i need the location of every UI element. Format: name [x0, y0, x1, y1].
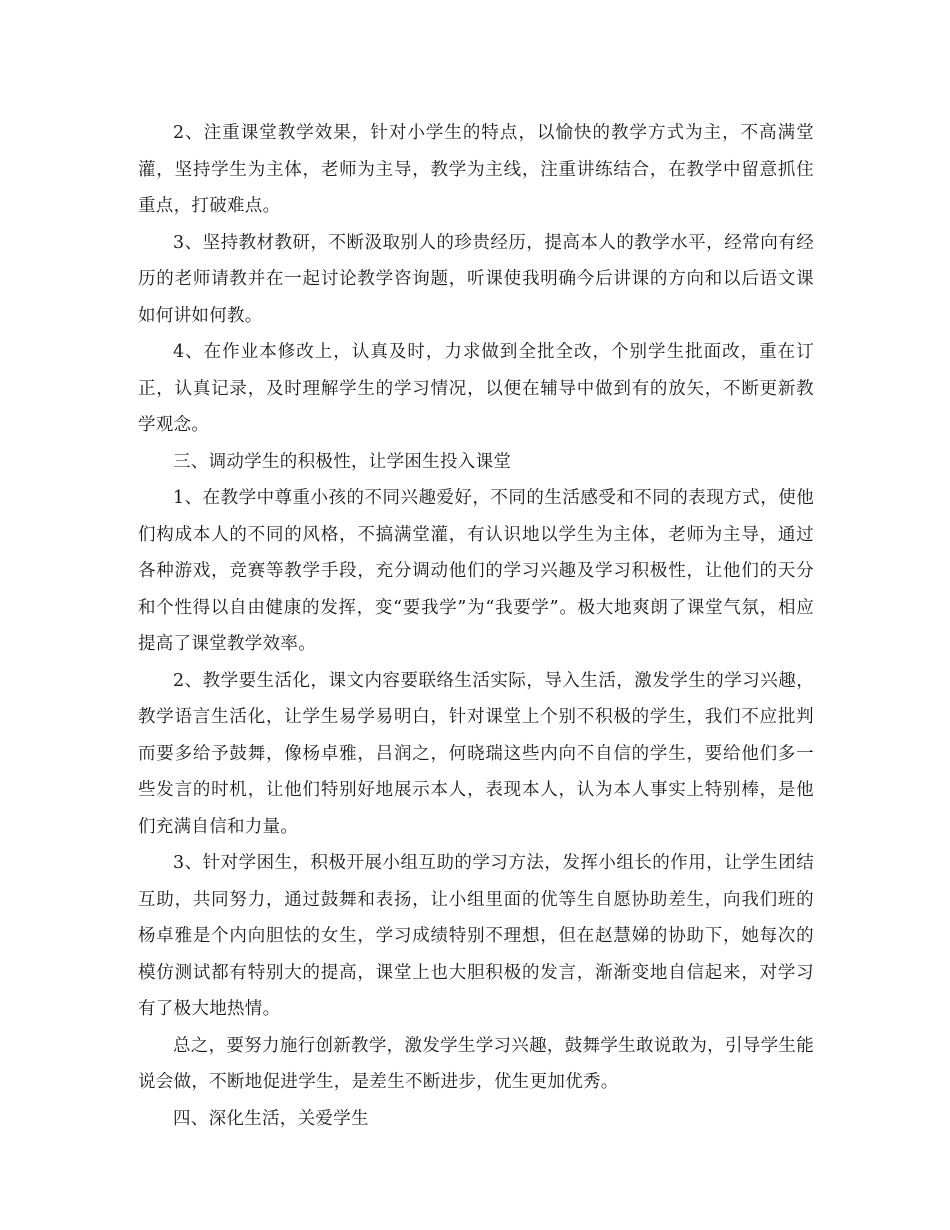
- paragraph-summary: 总之，要努力施行创新教学，激发学生学习兴趣，鼓舞学生敢说敢为，引导学生能说会做，不断地促进学生，是差生不断进步，优生更加优秀。: [138, 1035, 814, 1092]
- paragraph-point-3-textbook-research: 3、坚持教材教研，不断汲取别人的珍贵经历，提高本人的教学水平，经常向有经历的老师请教并在一起讨论教学咨询题，听课使我明确今后讲课的方向和以后语文课如何讲如何教。: [138, 232, 814, 326]
- paragraph-point-3-group-help: 3、针对学困生，积极开展小组互助的学习方法，发挥小组长的作用，让学生团结互助，共同努力，通过鼓舞和表扬，让小组里面的优等生自愿协助差生，向我们班的杨卓雅是个内向胆怯的女生，学习成绩特别不理想，但在赵慧娣的协助下，她每次的模仿测试都有特别大的提高，课堂上也大胆积极的发言，渐渐变地自信起来，对学习有了极大地热情。: [138, 853, 814, 1019]
- paragraph-point-2-classroom-effect: 2、注重课堂教学效果，针对小学生的特点，以愉快的教学方式为主，不高满堂灌，坚持学生为主体，老师为主导，教学为主线，注重讲练结合，在教学中留意抓住重点，打破难点。: [138, 123, 814, 216]
- paragraph-point-2-life-oriented: 2、教学要生活化，课文内容要联络生活实际，导入生活，激发学生的学习兴趣，教学语言生活化，让学生易学易明白，针对课堂上个别不积极的学生，我们不应批判而要多给予鼓舞，像杨卓雅，吕润之，何晓瑞这些内向不自信的学生，要给他们多一些发言的时机，让他们特别好地展示本人，表现本人，认为本人事实上特别棒，是他们充满自信和力量。: [138, 670, 814, 837]
- paragraph-point-1-respect-interests: 1、在教学中尊重小孩的不同兴趣爱好，不同的生活感受和不同的表现方式，使他们构成本人的不同的风格，不搞满堂灌，有认识地以学生为主体，老师为主导，通过各种游戏，竞赛等教学手段，充分调动他们的学习兴趣及学习积极性，让他们的天分和个性得以自由健康的发挥，变“要我学”为“我要学”。极大地爽朗了课堂气氛，相应提高了课堂教学效率。: [138, 488, 814, 654]
- paragraph-point-4-homework-correction: 4、在作业本修改上，认真及时，力求做到全批全改，个别学生批面改，重在订正，认真记录，及时理解学生的学习情况，以便在辅导中做到有的放矢，不断更新教学观念。: [138, 342, 814, 435]
- section-heading-3: 三、调动学生的积极性，让学困生投入课堂: [173, 451, 512, 472]
- document-body: [138, 115, 814, 1137]
- section-heading-4: 四、深化生活，关爱学生: [173, 1108, 369, 1129]
